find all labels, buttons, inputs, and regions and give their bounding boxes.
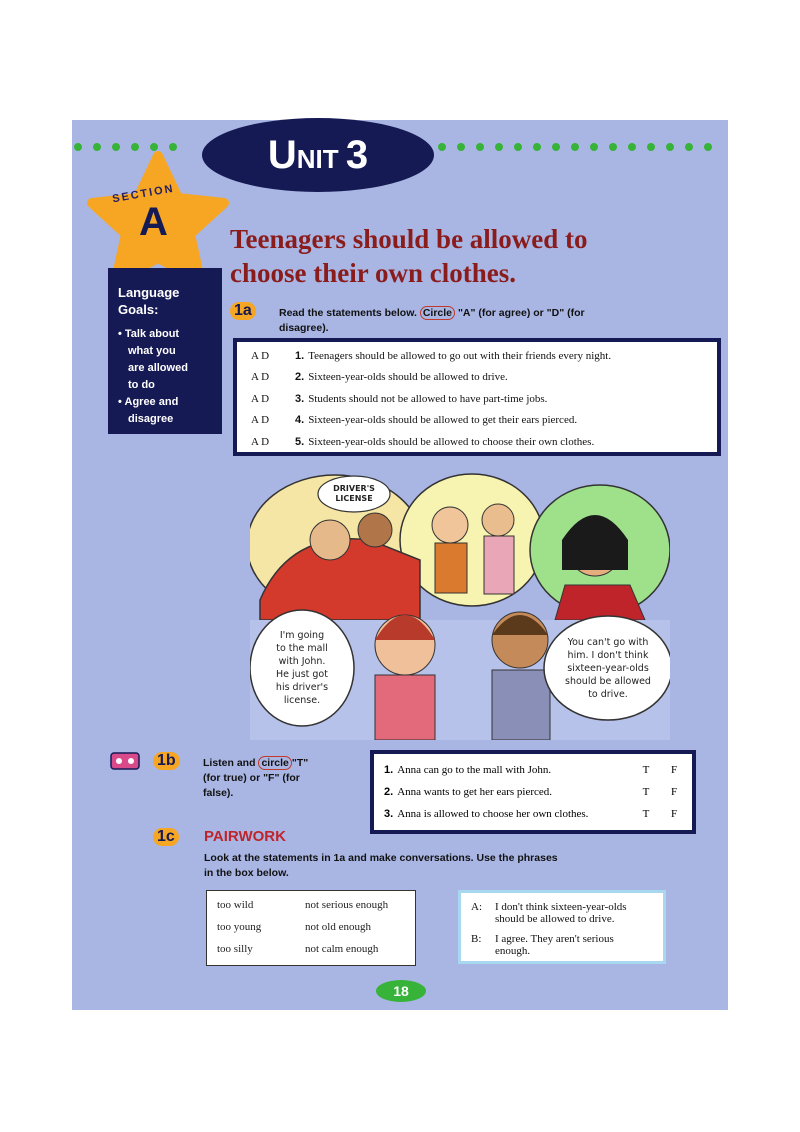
sign-line-1: DRIVER'S xyxy=(333,484,375,493)
bubble-right-line: You can't go with xyxy=(567,637,649,648)
thought-cloud-shop xyxy=(400,474,544,606)
section-label: SECTION xyxy=(111,182,176,206)
statement-text: Sixteen-year-olds should be allowed to get their ears pierced. xyxy=(308,414,578,427)
dialogue-line xyxy=(461,901,663,925)
page-title xyxy=(230,222,588,290)
unit-number: 3 xyxy=(345,133,369,177)
statement-row[interactable] xyxy=(237,388,717,410)
exercise-1a-number: 1a xyxy=(230,302,256,320)
bubble-right-line: should be allowed xyxy=(565,676,651,687)
bubble-right-line: to drive. xyxy=(588,689,628,700)
cassette-icon[interactable] xyxy=(110,752,140,770)
agree-disagree-options[interactable]: A D xyxy=(251,414,270,427)
statement-text: Sixteen-year-olds should be allowed to drive. xyxy=(308,371,508,384)
sign-line-2: LICENSE xyxy=(335,494,373,503)
agree-disagree-options[interactable]: A D xyxy=(251,349,270,362)
statement-number: 3. xyxy=(384,808,394,820)
agree-disagree-options[interactable]: A D xyxy=(251,392,270,405)
goals-heading-1: Language xyxy=(118,285,180,300)
true-option[interactable]: T xyxy=(642,808,650,820)
instruction-text: disagree). xyxy=(279,322,329,334)
title-line-1: Teenagers should be allowed to xyxy=(230,224,588,254)
page-number: 18 xyxy=(376,980,426,1002)
speaker-label: A: xyxy=(471,901,482,913)
statement-row[interactable] xyxy=(237,431,717,453)
false-option[interactable]: F xyxy=(670,786,678,798)
statement-row xyxy=(374,803,692,825)
phrase: too wild xyxy=(217,899,254,911)
unit-letter-u: U xyxy=(267,133,297,177)
speech-bubble-left xyxy=(250,610,354,726)
bubble-left-line: license. xyxy=(283,695,321,706)
exercise-1c-instruction xyxy=(204,851,704,881)
statement-text: Anna wants to get her ears pierced. xyxy=(397,786,553,798)
statement-row[interactable] xyxy=(237,345,717,367)
bubble-left-line: He just got xyxy=(276,669,328,680)
exercise-1b-number: 1b xyxy=(153,752,180,770)
speaker-label: B: xyxy=(471,933,482,945)
agree-disagree-options[interactable]: A D xyxy=(251,435,270,448)
statement-row[interactable] xyxy=(237,410,717,432)
instruction-text: in the box below. xyxy=(204,867,289,879)
goal-line: to do xyxy=(128,379,155,391)
language-goals-box xyxy=(108,268,222,434)
statement-text: Students should not be allowed to have part-time jobs. xyxy=(308,392,548,405)
cartoon-illustration xyxy=(250,470,670,740)
phrase: not old enough xyxy=(305,921,371,933)
instruction-text: "T" xyxy=(291,757,309,769)
statement-text: Sixteen-year-olds should be allowed to choose their own clothes. xyxy=(308,435,595,448)
dialogue-text: enough. xyxy=(495,945,531,957)
statement-number: 2. xyxy=(295,371,305,384)
dialogue-box xyxy=(458,890,666,964)
statement-number: 2. xyxy=(384,786,394,798)
dialogue-text: I agree. They aren't serious xyxy=(495,933,614,945)
statement-text: Teenagers should be allowed to go out with their friends every night. xyxy=(308,349,612,362)
statement-number: 1. xyxy=(384,764,394,776)
instruction-text: Read the statements below. xyxy=(279,307,417,319)
false-option[interactable]: F xyxy=(670,764,678,776)
goal-line: disagree xyxy=(128,413,174,425)
statement-number: 1. xyxy=(295,349,305,362)
exercise-1a-statement-box xyxy=(233,338,721,456)
exercise-1c-number: 1c xyxy=(153,828,179,846)
exercise-1b-statement-box xyxy=(370,750,696,834)
dialogue-text: I don't think sixteen-year-olds xyxy=(495,901,627,913)
instruction-text: (for true) or "F" (for xyxy=(203,772,300,784)
statement-row xyxy=(374,781,692,803)
instruction-text: Look at the statements in 1a and make conversations. Use the phrases xyxy=(204,852,558,864)
pairwork-heading: PAIRWORK xyxy=(204,828,286,845)
instruction-text: Listen and xyxy=(203,757,256,769)
true-option[interactable]: T xyxy=(642,764,650,776)
bubble-left-line: to the mall xyxy=(276,643,328,654)
exercise-1b-instruction xyxy=(203,756,363,801)
section-letter: A xyxy=(139,200,168,244)
bubble-left-line: I'm going xyxy=(279,630,325,641)
statement-text: Anna can go to the mall with John. xyxy=(397,764,552,776)
statement-number: 4. xyxy=(295,414,305,427)
dialogue-text: should be allowed to drive. xyxy=(495,913,615,925)
phrase: too silly xyxy=(217,943,253,955)
statement-text: Anna is allowed to choose her own clothes. xyxy=(397,808,589,820)
phrase: too young xyxy=(217,921,262,933)
bubble-left-line: with John. xyxy=(278,656,326,667)
goal-line: • Talk about xyxy=(118,328,180,340)
circle-word: Circle xyxy=(420,306,455,320)
bubble-right-line: sixteen-year-olds xyxy=(567,663,649,674)
goal-line: • Agree and xyxy=(118,396,179,408)
false-option[interactable]: F xyxy=(670,808,678,820)
statement-number: 5. xyxy=(295,435,305,448)
true-option[interactable]: T xyxy=(642,786,650,798)
title-line-2: choose their own clothes. xyxy=(230,258,516,288)
agree-disagree-options[interactable]: A D xyxy=(251,371,270,384)
dialogue-line xyxy=(461,933,663,957)
statement-row xyxy=(374,759,692,781)
statement-row[interactable] xyxy=(237,367,717,389)
goal-line: are allowed xyxy=(128,362,188,374)
goals-heading-2: Goals: xyxy=(118,302,159,317)
instruction-text: false). xyxy=(203,787,234,799)
phrases-box xyxy=(206,890,416,966)
instruction-text: "A" (for agree) or "D" (for xyxy=(457,307,585,319)
phrase: not serious enough xyxy=(305,899,389,911)
circle-word: circle xyxy=(258,756,291,770)
statement-number: 3. xyxy=(295,392,305,405)
phrase: not calm enough xyxy=(305,943,379,955)
bubble-right-line: him. I don't think xyxy=(567,650,649,661)
bubble-left-line: his driver's xyxy=(275,682,329,693)
unit-word: NIT xyxy=(296,144,346,174)
dotted-line-right xyxy=(438,138,730,152)
goal-line: what you xyxy=(128,345,176,357)
exercise-1a-instruction xyxy=(279,306,709,336)
